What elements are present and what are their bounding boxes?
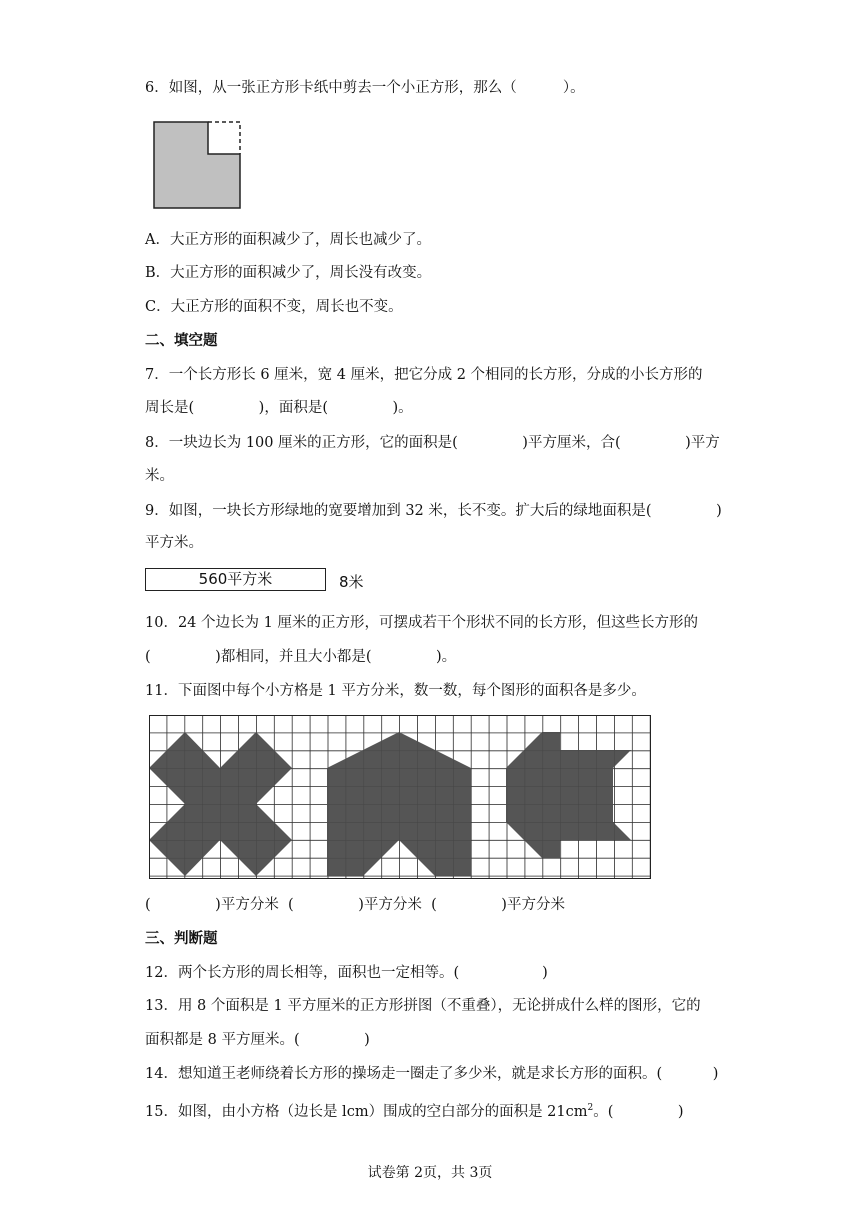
- section-fill-blank-heading: 二、填空题: [145, 332, 218, 349]
- q9-area-label: 560平方米: [198, 570, 273, 588]
- q11-stem: 11．下面图中每个小方格是 1 平方分米，数一数，每个图形的面积各是多少。: [145, 683, 646, 699]
- q7-line1: 7．一个长方形长 6 厘米，宽 4 厘米，把它分成 2 个相同的长方形，分成的小长方形的: [145, 367, 703, 383]
- q10-line1: 10．24 个边长为 1 厘米的正方形，可摆成若干个形状不同的长方形，但这些长方形的: [145, 615, 698, 631]
- section-judge-heading: 三、判断题: [145, 930, 218, 947]
- q8-line2: 米。: [145, 468, 174, 484]
- q15-text: 15．如图，由小方格（边长是 lcm）围成的空白部分的面积是 21cm: [145, 1103, 588, 1120]
- q15: [145, 1098, 684, 1122]
- q7-line2: 周长是( )，面积是( )。: [145, 400, 413, 416]
- q6-stem: 6．如图，从一张正方形卡纸中剪去一个小正方形，那么（ ）。: [145, 80, 585, 96]
- q13-line2: 面积都是 8 平方厘米。( ): [145, 1032, 370, 1048]
- q6-option-a[interactable]: A．大正方形的面积减少了，周长也减少了。: [145, 232, 431, 248]
- q15-superscript: 2: [587, 1103, 594, 1113]
- q6-option-c[interactable]: C．大正方形的面积不变，周长也不变。: [145, 299, 403, 315]
- q13-line1: 13．用 8 个面积是 1 平方厘米的正方形拼图（不重叠），无论拼成什么样的图形，它的: [145, 998, 701, 1014]
- q6-square-figure: [152, 120, 244, 212]
- q9-rectangle-figure: [145, 568, 326, 591]
- q6-option-b[interactable]: B．大正方形的面积减少了，周长没有改变。: [145, 265, 432, 281]
- q9-width-label: 8米: [339, 573, 364, 591]
- q11-shape-2: [327, 732, 471, 876]
- q14: 14．想知道王老师绕着长方形的操场走一圈走了多少米，就是求长方形的面积。( ): [145, 1066, 719, 1082]
- q9-line2: 平方米。: [145, 535, 203, 551]
- q9-line1: 9．如图，一块长方形绿地的宽要增加到 32 米，长不变。扩大后的绿地面积是( ): [145, 503, 722, 519]
- q11-grid-figure: [149, 715, 651, 879]
- q12: 12．两个长方形的周长相等，面积也一定相等。( ): [145, 965, 548, 981]
- q10-line2: ( )都相同，并且大小都是( )。: [145, 649, 457, 665]
- q11-answers: ( )平方分米 ( )平方分米 ( )平方分米: [145, 897, 565, 913]
- q15-tail: 。( ): [593, 1103, 684, 1120]
- page-footer: 试卷第 2页，共 3页: [367, 1165, 493, 1181]
- q8-line1: 8．一块边长为 100 厘米的正方形，它的面积是( )平方厘米，合( )平方: [145, 435, 720, 451]
